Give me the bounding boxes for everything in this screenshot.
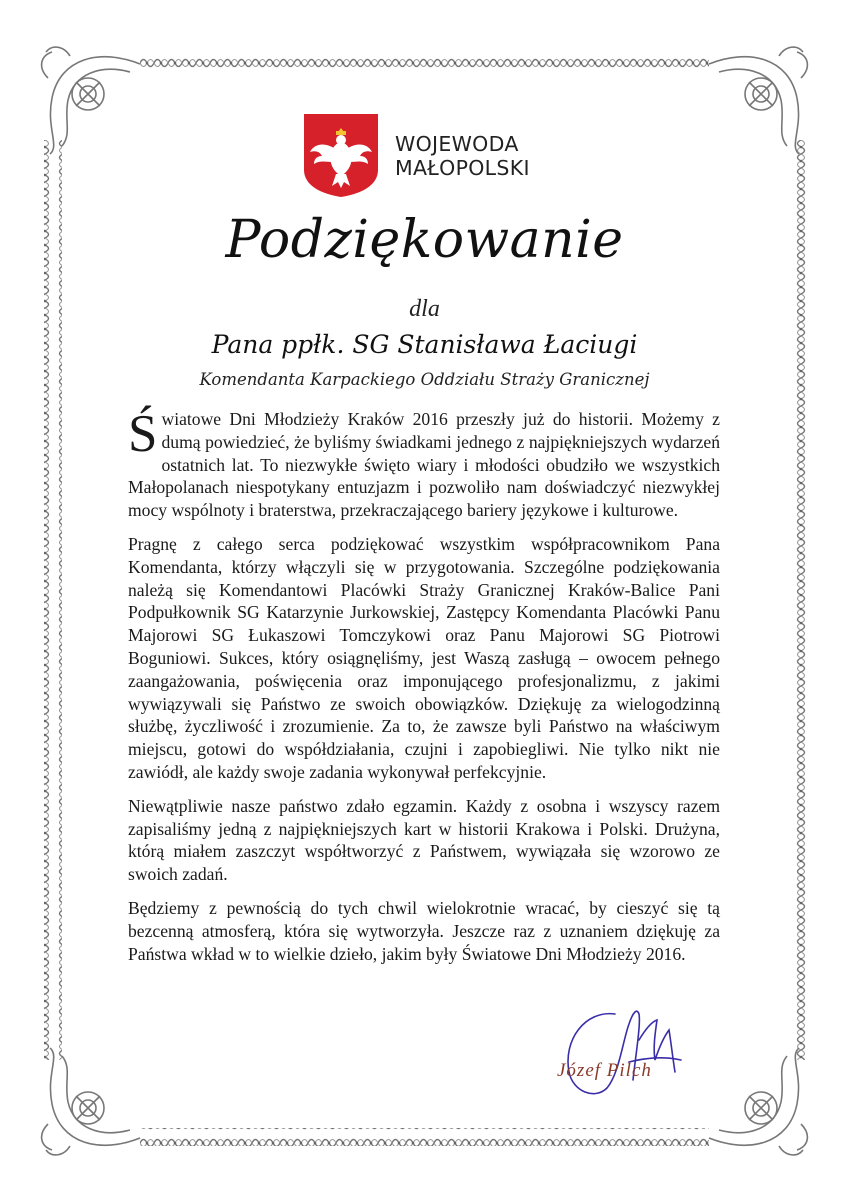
recipient-role: Komendanta Karpackiego Oddziału Straży Granicznej [199,370,650,389]
corner-ornament-bottom-right [699,1044,819,1164]
for-label: dla [409,296,440,322]
paragraph-3: Niewątpliwie nasze państwo zdało egzamin. Każdy z osobna i wszyscy razem zapisaliśmy jedną z najpiękniejszych kart w historii Krakowa i Polski. Drużyna, którą miałem zaszczyt współtworzyć z Państwem, wywiązała się wzorowo ze swoich zadań. [128,795,720,885]
drop-cap: Ś [128,405,158,463]
office-name-line2: MAŁOPOLSKI [395,156,530,180]
polish-eagle-emblem-icon [302,112,380,198]
document-title: Podziękowanie [225,210,624,270]
signature-block [545,1000,695,1110]
office-name-line1: WOJEWODA [395,132,519,156]
signature-printed-name: Józef Pilch [557,1060,652,1081]
handwritten-signature-icon [545,1000,695,1110]
letterhead [302,112,602,202]
office-name [395,132,530,180]
paragraph-2: Pragnę z całego serca podziękować wszystkim współpracownikom Pana Komendanta, którzy włączyli się w przygotowania. Szczególne podziękowania należą się Komendantowi Placówki Straży Granicznej Kraków-Balice Pani Podpułkownik SG Katarzynie Jurkowskiej, Zastępcy Komendanta Placówki Panu Majorowi SG Łukaszowi Tomczykowi oraz Panu Majorowi SG Piotrowi Boguniowi. Sukces, który osiągnęliśmy, jest Waszą zasługą – owocem pełnego zaangażowania, poświęcenia oraz imponującego profesjonalizmu, z jakimi wywiązywali się Państwo ze swoich obowiązków. Dziękuję za wielogodzinną służbę, życzliwość i zrozumienie. Za to, że zawsze byli Państwo na właściwym miejscu, gotowi do współdziałania, czujni i zapobiegliwi. Nie tylko nikt nie zawiódł, ale każdy swoje zadania wykonywał perfekcyjnie. [128,533,720,782]
corner-ornament-top-right [699,38,819,158]
corner-ornament-bottom-left [30,1044,150,1164]
corner-ornament-top-left [30,38,150,158]
paragraph-1-text: wiatowe Dni Młodzieży Kraków 2016 przeszły już do historii. Możemy z dumą powiedzieć, że byliśmy świadkami jednego z najpiękniejszych wydarzeń ostatnich lat. To niezwykłe święto wiary i młodości obudziło we wszystkich Małopolanach niespotykany entuzjazm i pozwoliło nam doświadczyć niezwykłej mocy wspólnoty i braterstwa, przekraczającego bariery językowe i kulturowe. [128,409,720,521]
paragraph-4: Będziemy z pewnością do tych chwil wielokrotnie wracać, by cieszyć się tą bezcenną atmosferą, która się wytworzyła. Jeszcze raz z uznaniem dziękuję za Państwa wkład w to wielkie dzieło, jakim były Światowe Dni Młodzieży 2016. [128,897,720,964]
paragraph-1 [128,405,720,522]
recipient-name: Pana ppłk. SG Stanisława Łaciugi [211,330,638,359]
letter-body [128,405,720,976]
